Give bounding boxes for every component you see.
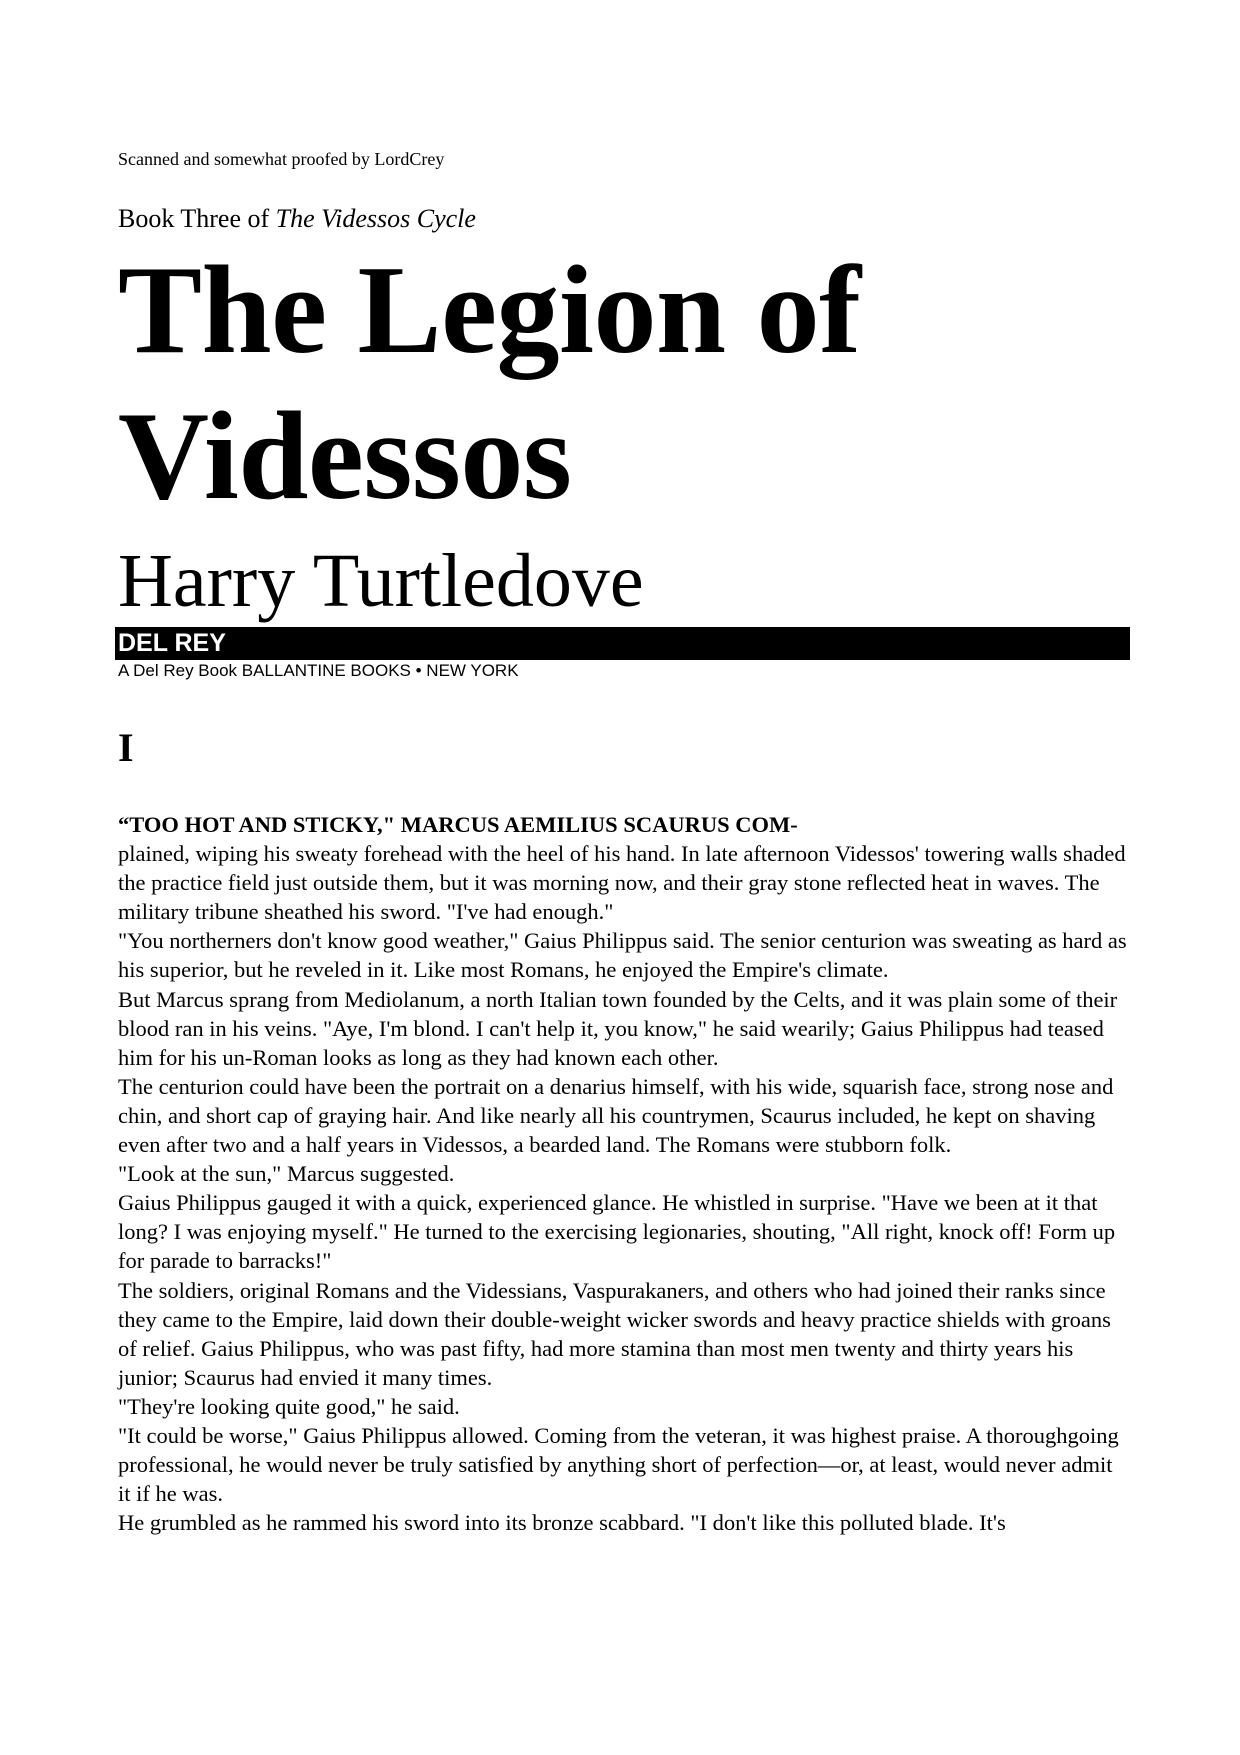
paragraph: "They're looking quite good," he said. bbox=[118, 1393, 460, 1419]
chapter-body bbox=[118, 810, 1128, 1537]
paragraph: But Marcus sprang from Mediolanum, a north Italian town founded by the Celts, and it was plain some of their blood ran in his veins. "Aye, I'm blond. I can't help it, you know," he said wearily; Gaius Philippus had teased him for his un-Roman looks as long as they had known each other. bbox=[118, 986, 1118, 1070]
paragraph: Gaius Philippus gauged it with a quick, experienced glance. He whistled in surprise. "Have we been at it that long? I was enjoying myself." He turned to the exercising legionaries, shouting, "All right, knock off! Form up for parade to barracks!" bbox=[118, 1190, 1116, 1274]
imprint-bar bbox=[115, 627, 1130, 660]
paragraph: The centurion could have been the portrait on a denarius himself, with his wide, squarish face, strong nose and chin, and short cap of graying hair. And like nearly all his countrymen, Scaurus included, he kept on shaving even after two and a half years in Videssos, a bearded land. The Romans were stubborn folk. bbox=[118, 1073, 1114, 1158]
paragraph: "It could be worse," Gaius Philippus allowed. Coming from the veteran, it was highest praise. A thoroughgoing professional, he would never be truly satisfied by anything short of perfection—or, at least, would never admit it if he was. bbox=[118, 1422, 1119, 1507]
series-prefix: Book Three of bbox=[118, 204, 276, 233]
series-line bbox=[118, 203, 476, 235]
book-author: Harry Turtledove bbox=[118, 539, 644, 623]
paragraph: The soldiers, original Romans and the Videssians, Vaspurakaners, and others who had joined their ranks since they came to the Empire, laid down their double-weight wicker swords and heavy practice shields with groans of relief. Gaius Philippus, who was past fifty, had more stamina than most men twenty and thirty years his junior; Scaurus had envied it many times. bbox=[118, 1277, 1111, 1390]
series-title: The Videssos Cycle bbox=[275, 204, 476, 233]
scan-credit: Scanned and somewhat proofed by LordCrey bbox=[118, 149, 445, 169]
chapter-opening-caps: “TOO HOT AND STICKY," MARCUS AEMILIUS SCAURUS COM- bbox=[118, 812, 798, 837]
imprint-logo: DEL REY bbox=[118, 629, 226, 657]
paragraph: "Look at the sun," Marcus suggested. bbox=[118, 1161, 455, 1187]
publisher-line: A Del Rey Book BALLANTINE BOOKS • NEW YORK bbox=[118, 661, 519, 680]
book-title: The Legion of Videssos bbox=[118, 241, 861, 526]
chapter-number: I bbox=[118, 725, 134, 770]
paragraph: He grumbled as he rammed his sword into its bronze scabbard. "I don't like this polluted blade. It's bbox=[118, 1510, 1006, 1536]
paragraph: plained, wiping his sweaty forehead with the heel of his hand. In late afternoon Videssos' towering walls shaded the practice field just outside them, but it was morning now, and their gray stone reflected heat in waves. The military tribune sheathed his sword. "I've had enough." bbox=[118, 841, 1126, 925]
paragraph: "You northerners don't know good weather," Gaius Philippus said. The senior centurion was sweating as hard as his superior, but he reveled in it. Like most Romans, he enjoyed the Empire's climate. bbox=[118, 928, 1127, 983]
